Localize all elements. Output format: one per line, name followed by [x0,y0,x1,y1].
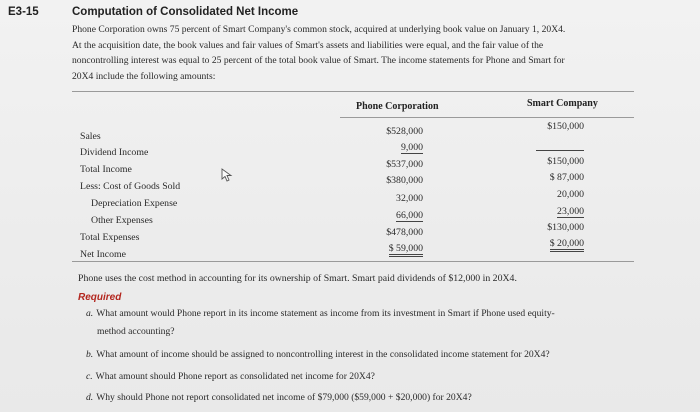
phone-total-income: $537,000 [386,159,423,170]
col-header-phone: Phone Corporation [356,101,439,112]
question-text: Why should Phone not report consolidated net income of $79,000 ($59,000 + $20,000) for 20X4? [96,392,472,403]
phone-net-income: $ 59,000 [389,243,423,257]
question-d [86,392,472,403]
question-letter: c. [86,371,93,382]
phone-cogs: $380,000 [386,175,423,186]
problem-number: E3-15 [8,6,39,18]
question-letter: b. [86,349,94,360]
required-heading: Required [78,292,122,303]
question-c [86,371,375,382]
question-text: What amount would Phone report in its income statement as income from its investment in Smart if Phone used equity- [96,308,555,319]
question-text: What amount should Phone report as consolidated net income for 20X4? [95,371,375,382]
row-label-dividend-income: Dividend Income [80,147,149,158]
question-a-continued: method accounting? [97,326,175,337]
table-bottom-rule [72,261,634,262]
col-header-smart: Smart Company [527,98,598,109]
phone-depreciation: 32,000 [396,193,423,204]
cost-method-note: Phone uses the cost method in accounting for its ownership of Smart. Smart paid dividends of $12,000 in 20X4. [78,273,517,284]
phone-dividend-income: 9,000 [400,142,423,153]
question-letter: d. [86,392,94,403]
row-label-cogs: Less: Cost of Goods Sold [80,181,181,192]
smart-cogs: $ 87,000 [549,172,584,183]
phone-other-expenses: 66,000 [396,210,423,221]
smart-total-expenses: $130,000 [547,222,584,233]
phone-sales: $528,000 [386,126,423,137]
row-label-total-income: Total Income [80,164,132,175]
question-b [86,349,550,360]
row-label-net-income: Net Income [80,249,126,260]
row-label-depreciation: Depreciation Expense [91,198,178,209]
smart-sales: $150,000 [547,121,584,132]
intro-line: Phone Corporation owns 75 percent of Smart Company's common stock, acquired at underlying book value on January 1, 20X4. [72,24,566,35]
smart-total-income: $150,000 [547,156,584,167]
smart-depreciation: 20,000 [557,189,584,200]
question-letter: a. [86,308,94,319]
table-top-rule [72,91,634,92]
row-label-other-expenses: Other Expenses [91,215,153,226]
mouse-pointer-icon [221,168,233,182]
smart-other-expenses: 23,000 [557,206,584,217]
row-label-total-expenses: Total Expenses [80,232,140,243]
problem-title: Computation of Consolidated Net Income [72,6,299,18]
problem-intro [72,22,672,84]
question-a [86,308,555,319]
intro-line: noncontrolling interest was equal to 25 percent of the total book value of Smart. The income statements for Phone and Smart for [72,55,565,67]
intro-line: At the acquisition date, the book values and fair values of Smart's assets and liabilities were equal, and the fair value of the [72,39,544,51]
question-text: What amount of income should be assigned to noncontrolling interest in the consolidated income statement for 20X4? [96,349,550,360]
row-label-sales: Sales [80,131,101,142]
header-underline [340,117,634,118]
smart-sales-underline [536,150,584,151]
smart-net-income: $ 20,000 [550,238,584,252]
phone-total-expenses: $478,000 [386,227,423,238]
intro-line: 20X4 include the following amounts: [72,70,216,82]
